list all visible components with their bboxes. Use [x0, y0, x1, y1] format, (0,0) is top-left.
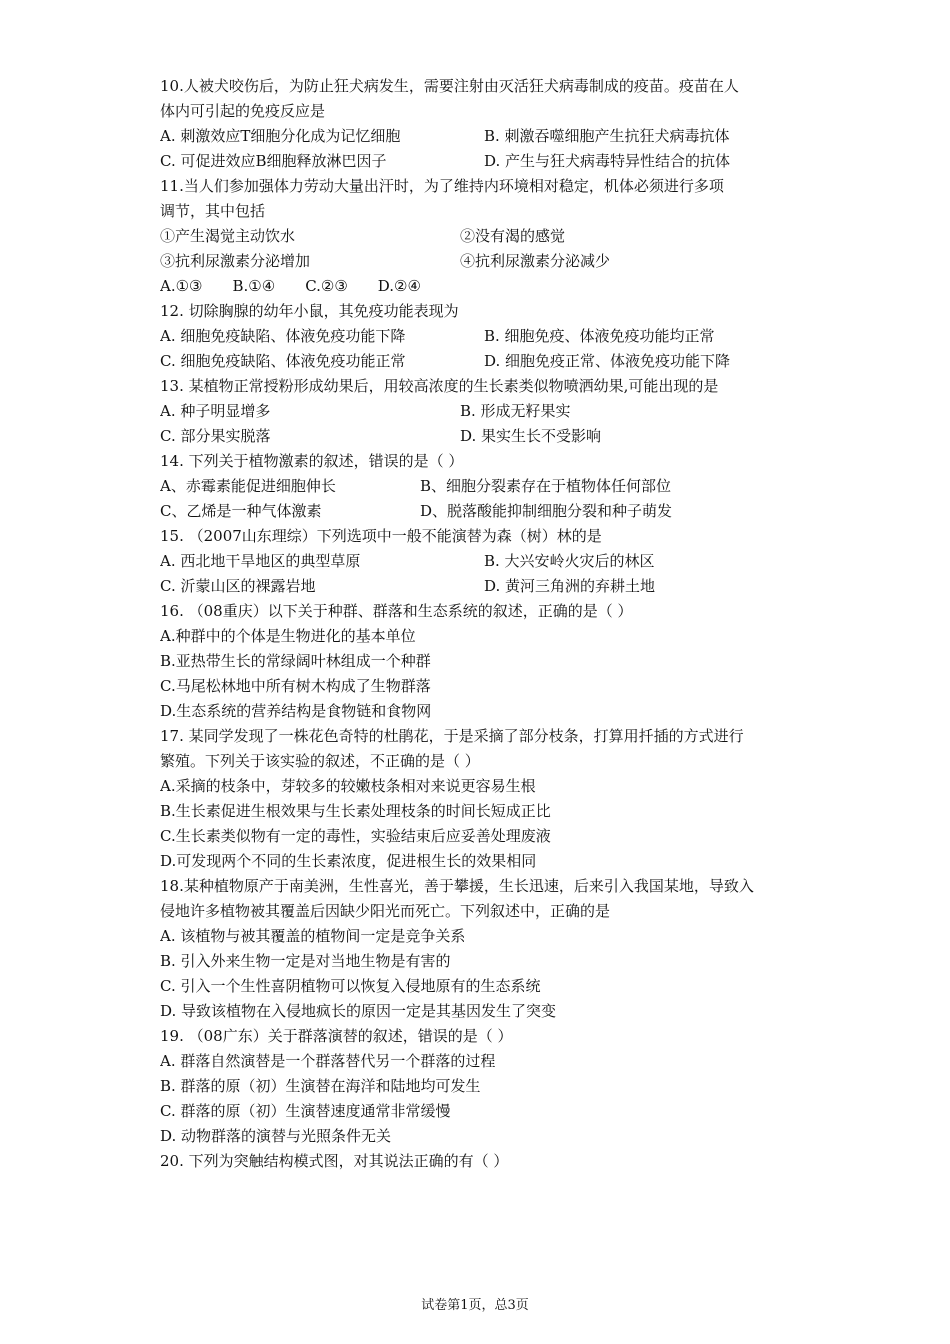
q10-option-b: B. 刺激吞噬细胞产生抗狂犬病毒抗体	[484, 127, 730, 145]
q11-option-c: C.②③	[305, 277, 348, 295]
q14-option-b: B、细胞分裂素存在于植物体任何部位	[420, 477, 672, 495]
q13-option-b: B. 形成无籽果实	[460, 402, 571, 420]
q11-items-row1	[160, 224, 800, 249]
q12-option-a: A. 细胞免疫缺陷、体液免疫功能下降	[160, 327, 406, 345]
q17-option-a: A.采摘的枝条中，芽较多的较嫩枝条相对来说更容易生根	[160, 777, 536, 795]
q12-option-c: C. 细胞免疫缺陷、体液免疫功能正常	[160, 352, 406, 370]
q13-stem: 13. 某植物正常授粉形成幼果后，用较高浓度的生长素类似物喷洒幼果,可能出现的是	[160, 377, 719, 395]
q16-option-b: B.亚热带生长的常绿阔叶林组成一个种群	[160, 652, 431, 670]
q17-option-d: D.可发现两个不同的生长素浓度，促进根生长的效果相同	[160, 852, 537, 870]
q15-option-c: C. 沂蒙山区的裸露岩地	[160, 577, 316, 595]
q11-option-d: D.②④	[377, 277, 421, 295]
q10-options-row2	[160, 149, 800, 174]
q16-stem: 16. （08重庆）以下关于种群、群落和生态系统的叙述，正确的是（ ）	[160, 602, 633, 620]
q11-item-1: ①产生渴觉主动饮水	[160, 227, 296, 245]
q19-option-b: B. 群落的原（初）生演替在海洋和陆地均可发生	[160, 1077, 481, 1095]
q13-option-c: C. 部分果实脱落	[160, 427, 271, 445]
q19-option-d: D. 动物群落的演替与光照条件无关	[160, 1127, 392, 1145]
q15-option-a: A. 西北地干旱地区的典型草原	[160, 552, 361, 570]
q16-option-d: D.生态系统的营养结构是食物链和食物网	[160, 702, 432, 720]
q12-stem: 12. 切除胸腺的幼年小鼠，其免疫功能表现为	[160, 302, 459, 320]
q13-option-a: A. 种子明显增多	[160, 402, 271, 420]
q12-options-row2	[160, 349, 800, 374]
q12-option-d: D. 细胞免疫正常、体液免疫功能下降	[484, 352, 731, 370]
q10-options-row1	[160, 124, 800, 149]
q11-option-a: A.①③	[160, 277, 203, 295]
q18-stem-line1: 18.某种植物原产于南美洲，生性喜光，善于攀援，生长迅速，后来引入我国某地，导致入	[160, 877, 754, 895]
q14-option-c: C、乙烯是一种气体激素	[160, 502, 322, 520]
q10-option-a: A. 刺激效应T细胞分化成为记忆细胞	[160, 127, 401, 145]
page-footer: 试卷第1页，总3页	[421, 1298, 529, 1313]
q18-option-c: C. 引入一个生性喜阴植物可以恢复入侵地原有的生态系统	[160, 977, 541, 995]
q13-options-row1	[160, 399, 800, 424]
q13-option-d: D. 果实生长不受影响	[460, 427, 602, 445]
q11-item-3: ③抗利尿激素分泌增加	[160, 252, 311, 270]
q18-stem-line2: 侵地许多植物被其覆盖后因缺少阳光而死亡。下列叙述中，正确的是	[160, 902, 611, 920]
q11-items-row2	[160, 249, 800, 274]
q11-stem-line1: 11.当人们参加强体力劳动大量出汗时，为了维持内环境相对稳定，机体必须进行多项	[160, 177, 724, 195]
q20-stem: 20. 下列为突触结构模式图，对其说法正确的有（ ）	[160, 1152, 509, 1170]
q15-option-b: B. 大兴安岭火灾后的林区	[484, 552, 655, 570]
q19-option-a: A. 群落自然演替是一个群落替代另一个群落的过程	[160, 1052, 496, 1070]
q11-options-row	[160, 274, 800, 299]
q10-stem-line2: 体内可引起的免疫反应是	[160, 102, 326, 120]
q17-option-b: B.生长素促进生根效果与生长素处理枝条的时间长短成正比	[160, 802, 551, 820]
question-list	[160, 74, 800, 1174]
q14-option-a: A、赤霉素能促进细胞伸长	[160, 477, 336, 495]
q12-option-b: B. 细胞免疫、体液免疫功能均正常	[484, 327, 715, 345]
q17-option-c: C.生长素类似物有一定的毒性，实验结束后应妥善处理废液	[160, 827, 551, 845]
q19-stem: 19. （08广东）关于群落演替的叙述，错误的是（ ）	[160, 1027, 513, 1045]
q10-stem-line1: 10.人被犬咬伤后，为防止狂犬病发生，需要注射由灭活狂犬病毒制成的疫苗。疫苗在人	[160, 77, 739, 95]
q18-option-a: A. 该植物与被其覆盖的植物间一定是竞争关系	[160, 927, 466, 945]
q13-options-row2	[160, 424, 800, 449]
q11-item-4: ④抗利尿激素分泌减少	[460, 252, 611, 270]
q10-option-c: C. 可促进效应B细胞释放淋巴因子	[160, 152, 387, 170]
q15-options-row1	[160, 549, 800, 574]
q18-option-d: D. 导致该植物在入侵地疯长的原因一定是其基因发生了突变	[160, 1002, 557, 1020]
q15-option-d: D. 黄河三角洲的弃耕土地	[484, 577, 656, 595]
q16-option-c: C.马尾松林地中所有树木构成了生物群落	[160, 677, 431, 695]
q17-stem-line1: 17. 某同学发现了一株花色奇特的杜鹃花，于是采摘了部分枝条，打算用扦插的方式进行	[160, 727, 744, 745]
q11-option-b: B.①④	[232, 277, 276, 295]
q14-stem: 14. 下列关于植物激素的叙述，错误的是（ ）	[160, 452, 464, 470]
q15-options-row2	[160, 574, 800, 599]
q12-options-row1	[160, 324, 800, 349]
q16-option-a: A.种群中的个体是生物进化的基本单位	[160, 627, 416, 645]
q14-option-d: D、脱落酸能抑制细胞分裂和种子萌发	[420, 502, 673, 520]
q15-stem: 15. （2007山东理综）下列选项中一般不能演替为森（树）林的是	[160, 527, 602, 545]
q14-options-row1	[160, 474, 800, 499]
q11-item-2: ②没有渴的感觉	[460, 227, 566, 245]
q11-stem-line2: 调节，其中包括	[160, 202, 266, 220]
q19-option-c: C. 群落的原（初）生演替速度通常非常缓慢	[160, 1102, 451, 1120]
q14-options-row2	[160, 499, 800, 524]
q17-stem-line2: 繁殖。下列关于该实验的叙述，不正确的是（ ）	[160, 752, 480, 770]
q18-option-b: B. 引入外来生物一定是对当地生物是有害的	[160, 952, 451, 970]
q10-option-d: D. 产生与狂犬病毒特异性结合的抗体	[484, 152, 731, 170]
